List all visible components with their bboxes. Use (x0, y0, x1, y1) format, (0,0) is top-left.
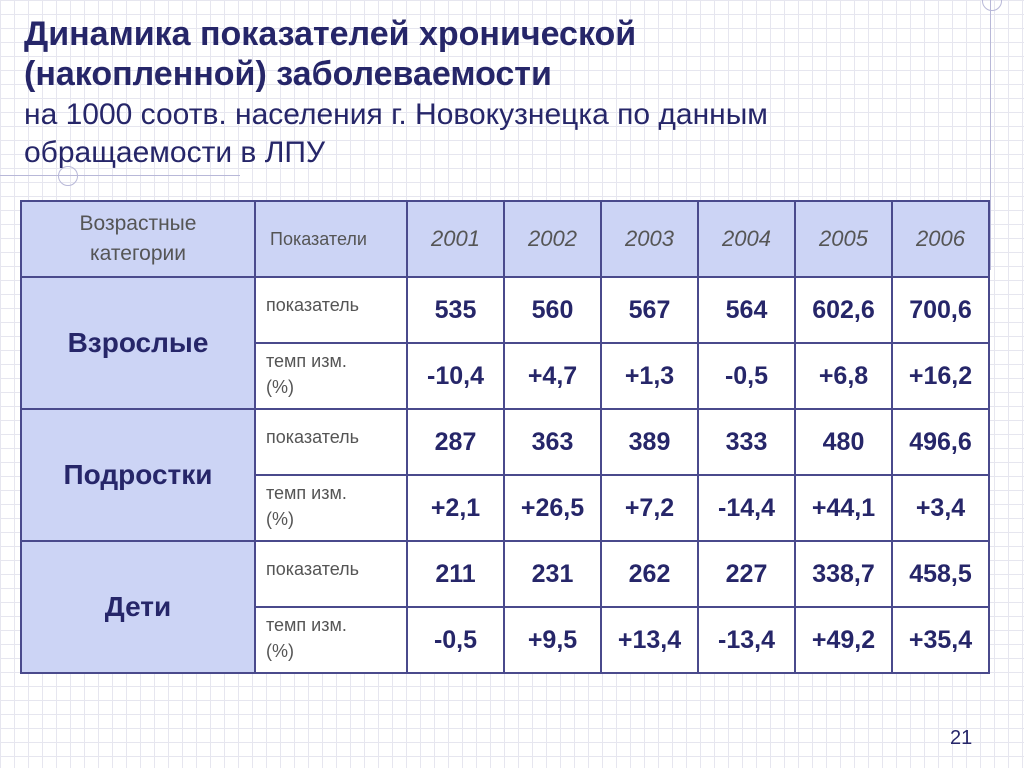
indicator-value: 700,6 (892, 277, 989, 343)
rate-label-line: темп изм. (266, 351, 347, 371)
header-age-categories (21, 201, 255, 277)
rate-value: -13,4 (698, 607, 795, 673)
slide-title (24, 14, 1014, 94)
indicator-value: 458,5 (892, 541, 989, 607)
indicator-label: показатель (255, 541, 407, 607)
rate-label (255, 343, 407, 409)
rate-value: +4,7 (504, 343, 601, 409)
header-year: 2006 (892, 201, 989, 277)
rate-label-line: (%) (266, 377, 294, 397)
decorative-line (0, 175, 240, 176)
table-row (21, 541, 989, 607)
rate-value: -0,5 (698, 343, 795, 409)
header-year: 2002 (504, 201, 601, 277)
slide-title-line: Динамика показателей хронической (24, 15, 637, 53)
indicator-value: 227 (698, 541, 795, 607)
header-indicators: Показатели (255, 201, 407, 277)
decorative-circle (982, 0, 1002, 11)
indicator-label: показатель (255, 277, 407, 343)
indicator-value: 535 (407, 277, 504, 343)
rate-value: +1,3 (601, 343, 698, 409)
rate-value: +35,4 (892, 607, 989, 673)
header-age-line: категории (90, 242, 186, 265)
page-number: 21 (950, 727, 973, 749)
category-cell: Дети (21, 541, 255, 673)
rate-label (255, 475, 407, 541)
rate-value: +9,5 (504, 607, 601, 673)
slide-title-line: (накопленной) заболеваемости (24, 55, 552, 93)
slide-subtitle-line: обращаемости в ЛПУ (24, 136, 326, 169)
rate-label-line: (%) (266, 641, 294, 661)
header-year: 2003 (601, 201, 698, 277)
category-cell: Взрослые (21, 277, 255, 409)
morbidity-table (20, 200, 990, 674)
rate-label (255, 607, 407, 673)
indicator-value: 333 (698, 409, 795, 475)
indicator-value: 211 (407, 541, 504, 607)
rate-label-line: темп изм. (266, 483, 347, 503)
rate-value: +49,2 (795, 607, 892, 673)
rate-value: +2,1 (407, 475, 504, 541)
table-row (21, 409, 989, 475)
indicator-value: 567 (601, 277, 698, 343)
indicator-value: 363 (504, 409, 601, 475)
header-year: 2004 (698, 201, 795, 277)
rate-value: +6,8 (795, 343, 892, 409)
indicator-value: 496,6 (892, 409, 989, 475)
indicator-value: 287 (407, 409, 504, 475)
slide-subtitle-line: на 1000 соотв. населения г. Новокузнецка по данным (24, 98, 768, 131)
indicator-value: 480 (795, 409, 892, 475)
rate-value: +16,2 (892, 343, 989, 409)
rate-value: +7,2 (601, 475, 698, 541)
indicator-label: показатель (255, 409, 407, 475)
indicator-value: 602,6 (795, 277, 892, 343)
indicator-value: 338,7 (795, 541, 892, 607)
rate-label-line: темп изм. (266, 615, 347, 635)
rate-value: +26,5 (504, 475, 601, 541)
rate-value: +44,1 (795, 475, 892, 541)
table-row (21, 277, 989, 343)
indicator-value: 560 (504, 277, 601, 343)
rate-value: +13,4 (601, 607, 698, 673)
header-year: 2005 (795, 201, 892, 277)
indicator-value: 389 (601, 409, 698, 475)
rate-value: +3,4 (892, 475, 989, 541)
rate-value: -10,4 (407, 343, 504, 409)
rate-value: -14,4 (698, 475, 795, 541)
indicator-value: 231 (504, 541, 601, 607)
slide-subtitle (24, 96, 1019, 172)
indicator-value: 564 (698, 277, 795, 343)
table-header-row (21, 201, 989, 277)
indicator-value: 262 (601, 541, 698, 607)
rate-value: -0,5 (407, 607, 504, 673)
category-cell: Подростки (21, 409, 255, 541)
rate-label-line: (%) (266, 509, 294, 529)
header-age-line: Возрастные (79, 212, 197, 235)
header-year: 2001 (407, 201, 504, 277)
